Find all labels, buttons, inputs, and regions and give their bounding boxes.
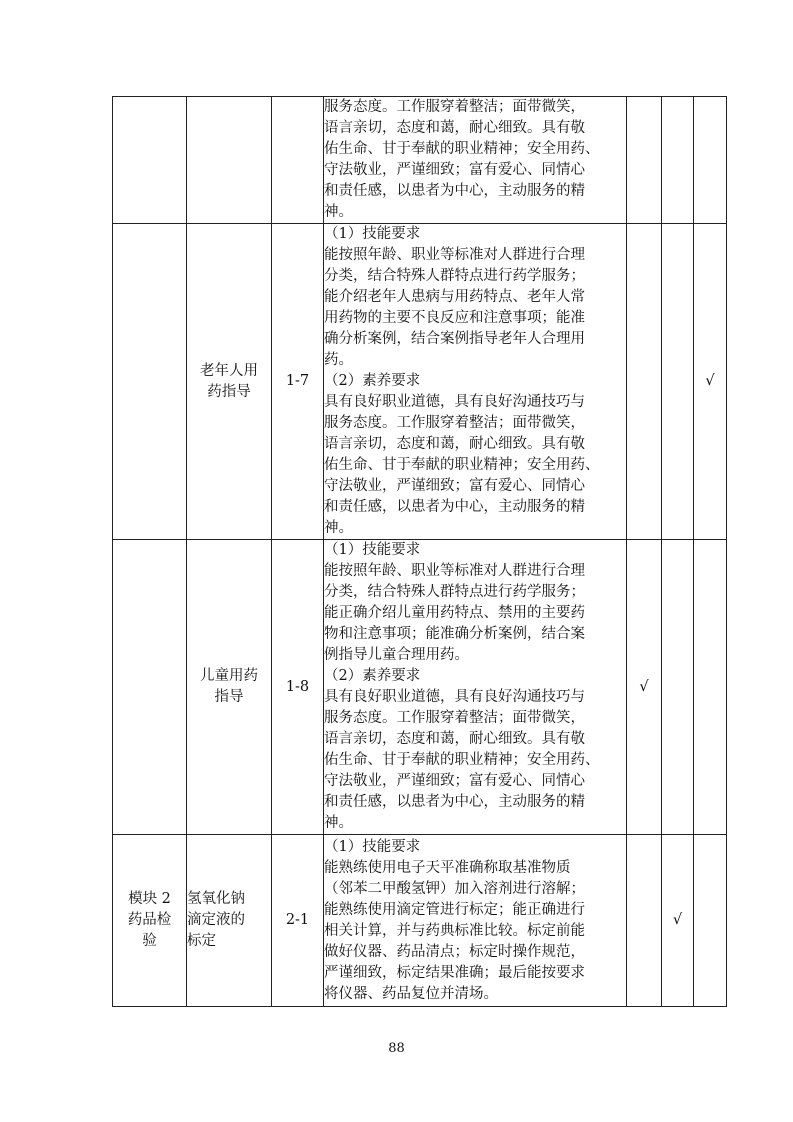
- check-mark: √: [627, 540, 662, 835]
- check-mark: [627, 97, 662, 224]
- description-line: 和责任感，以患者为中心，主动服务的精: [324, 183, 585, 199]
- description-line: 语言亲切，态度和蔼，耐心细致。具有敬: [324, 436, 585, 452]
- description-line: （1）技能要求: [324, 226, 421, 242]
- task-cell: [187, 835, 272, 1007]
- description-line: 语言亲切，态度和蔼，耐心细致。具有敬: [324, 120, 585, 136]
- table-row: [113, 224, 727, 540]
- task-cell: [187, 224, 272, 540]
- task-cell: [187, 540, 272, 835]
- description-line: 能按照年龄、职业等标准对人群进行合理: [324, 247, 585, 263]
- description-line: 守法敬业，严谨细致；富有爱心、同情心: [324, 162, 585, 178]
- description-line: 神。: [324, 815, 353, 831]
- task-code: 1-8: [272, 540, 324, 835]
- description-line: 能熟练使用滴定管进行标定；能正确进行: [324, 901, 585, 918]
- description-line: 物和注意事项；能准确分析案例，结合案: [324, 626, 585, 642]
- module-cell: [113, 835, 187, 1007]
- check-mark: √: [694, 224, 727, 540]
- check-mark: √: [662, 835, 694, 1007]
- module-label-line: 药品检: [127, 912, 172, 928]
- check-mark: [662, 540, 694, 835]
- table-row: [113, 835, 727, 1007]
- table-row: [113, 540, 727, 835]
- task-label-line: 标定: [187, 933, 216, 949]
- description-line: 例指导儿童合理用药。: [324, 647, 469, 663]
- description-line: （1）技能要求: [324, 542, 421, 558]
- assessment-table: [112, 96, 727, 1007]
- module-cell: [113, 540, 187, 835]
- description-line: （2）素养要求: [324, 373, 421, 389]
- task-label-line: 儿童用药: [200, 668, 258, 684]
- description-line: 守法敬业，严谨细致；富有爱心、同情心: [324, 773, 585, 789]
- check-mark: [662, 97, 694, 224]
- description-line: 用药物的主要不良反应和注意事项；能准: [324, 310, 585, 326]
- description-line: 具有良好职业道德，具有良好沟通技巧与: [324, 689, 585, 705]
- check-mark: [694, 835, 727, 1007]
- check-mark: [627, 835, 662, 1007]
- check-mark: [694, 540, 727, 835]
- description-line: （2）素养要求: [324, 668, 421, 684]
- task-cell: [187, 97, 272, 224]
- module-label-line: 模块 2: [128, 891, 171, 907]
- task-code: 1-7: [272, 224, 324, 540]
- description-line: 能按照年龄、职业等标准对人群进行合理: [324, 563, 585, 579]
- description-line: 佑生命、甘于奉献的职业精神；安全用药、: [324, 752, 600, 768]
- description-line: 具有良好职业道德，具有良好沟通技巧与: [324, 394, 585, 410]
- description-line: 和责任感，以患者为中心，主动服务的精: [324, 499, 585, 515]
- task-code: [272, 97, 324, 224]
- description-line: （1）技能要求: [324, 838, 421, 855]
- check-mark: [662, 224, 694, 540]
- description-line: 佑生命、甘于奉献的职业精神；安全用药、: [324, 457, 600, 473]
- description-line: 能介绍老年人患病与用药特点、老年人常: [324, 289, 585, 305]
- description-line: 语言亲切，态度和蔼，耐心细致。具有敬: [324, 731, 585, 747]
- description-line: 分类，结合特殊人群特点进行药学服务；: [324, 584, 585, 600]
- description-line: 能正确介绍儿童用药特点、禁用的主要药: [324, 605, 585, 621]
- task-label-line: 药指导: [207, 383, 251, 400]
- page-number: 88: [388, 1041, 405, 1056]
- description-line: （邻苯二甲酸氢钾）加入溶剂进行溶解；: [324, 880, 585, 897]
- requirement-description: [324, 835, 627, 1007]
- description-line: 相关计算，并与药典标准比较。标定前能: [324, 922, 585, 939]
- check-mark: [627, 224, 662, 540]
- table-row: [113, 97, 727, 224]
- description-line: 神。: [324, 204, 353, 220]
- description-line: 神。: [324, 520, 353, 536]
- task-label-line: 氢氧化钠: [187, 891, 245, 907]
- description-line: 和责任感，以患者为中心，主动服务的精: [324, 794, 585, 810]
- description-line: 分类，结合特殊人群特点进行药学服务；: [324, 268, 585, 284]
- description-line: 严谨细致，标定结果准确；最后能按要求: [324, 964, 585, 981]
- description-line: 能熟练使用电子天平准确称取基准物质: [324, 859, 571, 876]
- module-cell: [113, 97, 187, 224]
- description-line: 服务态度。工作服穿着整洁；面带微笑，: [324, 99, 585, 115]
- description-line: 将仪器、药品复位并清场。: [324, 985, 498, 1002]
- task-code: 2-1: [272, 835, 324, 1007]
- description-line: 做好仪器、药品清点；标定时操作规范，: [324, 943, 585, 960]
- requirement-description: [324, 224, 627, 540]
- task-label-line: 指导: [214, 689, 244, 705]
- task-label-line: 老年人用: [200, 362, 258, 379]
- description-line: 药。: [324, 352, 353, 368]
- requirement-description: [324, 540, 627, 835]
- description-line: 服务态度。工作服穿着整洁；面带微笑，: [324, 710, 585, 726]
- task-label-line: 滴定液的: [187, 912, 245, 928]
- check-mark: [694, 97, 727, 224]
- description-line: 守法敬业，严谨细致；富有爱心、同情心: [324, 478, 585, 494]
- requirement-description: [324, 97, 627, 224]
- module-label-line: 验: [142, 933, 157, 949]
- description-line: 确分析案例，结合案例指导老年人合理用: [324, 331, 585, 347]
- module-cell: [113, 224, 187, 540]
- description-line: 佑生命、甘于奉献的职业精神；安全用药、: [324, 141, 600, 157]
- description-line: 服务态度。工作服穿着整洁；面带微笑，: [324, 415, 585, 431]
